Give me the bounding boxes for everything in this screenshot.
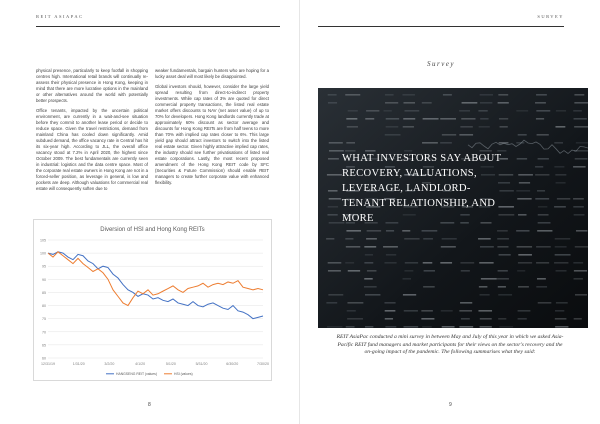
ticker-digit	[555, 246, 567, 248]
ticker-digit	[537, 134, 549, 136]
ticker-digit	[556, 110, 566, 112]
y-tick-label: 100	[40, 251, 46, 256]
ticker-digit	[518, 214, 526, 216]
ticker-digit	[536, 118, 544, 120]
ticker-digit	[461, 118, 475, 120]
ticker-digit	[538, 214, 549, 216]
ticker-digit	[479, 286, 488, 288]
ticker-digit	[364, 278, 372, 280]
ticker-digit	[518, 318, 527, 320]
ticker-digit	[385, 134, 401, 136]
ticker-digit	[386, 254, 396, 256]
section-label: Survey	[426, 60, 456, 68]
ticker-digit	[480, 326, 492, 328]
ticker-digit	[384, 302, 395, 304]
ticker-digit	[440, 142, 452, 144]
ticker-digit	[576, 142, 588, 144]
ticker-digit	[517, 270, 525, 272]
header-rule-left	[36, 26, 280, 27]
ticker-digit	[499, 118, 508, 120]
x-tick-label: 1/31/20	[72, 362, 85, 366]
ticker-digit	[367, 270, 377, 272]
series-line-1	[48, 252, 263, 319]
ticker-digit	[538, 158, 549, 160]
ticker-digit	[404, 270, 413, 272]
ticker-digit	[574, 94, 584, 96]
ticker-digit	[402, 230, 410, 232]
ticker-digit	[555, 174, 566, 176]
ticker-digit	[536, 94, 547, 96]
ticker-digit	[478, 238, 491, 240]
ticker-digit	[573, 262, 583, 264]
x-tick-label: 4/1/20	[135, 362, 146, 366]
ticker-digit	[345, 238, 353, 240]
ticker-digit	[364, 262, 373, 264]
ticker-digit	[518, 286, 529, 288]
text-column-1	[36, 68, 148, 196]
ticker-digit	[497, 246, 508, 248]
ticker-digit	[556, 302, 568, 304]
y-tick-label: 105	[40, 238, 46, 243]
ticker-digit	[366, 110, 379, 112]
ticker-digit	[554, 142, 563, 144]
ticker-digit	[557, 198, 570, 200]
ticker-digit	[346, 142, 355, 144]
ticker-digit	[498, 318, 506, 320]
ticker-digit	[480, 294, 490, 296]
ticker-digit	[440, 262, 452, 264]
right-page	[300, 0, 600, 424]
y-tick-label: 95	[42, 264, 46, 269]
ticker-digit	[327, 326, 342, 328]
ticker-digit	[327, 214, 337, 216]
ticker-digit	[518, 262, 532, 264]
ticker-digit	[536, 110, 550, 112]
ticker-digit	[403, 294, 416, 296]
ticker-digit	[535, 174, 549, 176]
ticker-digit	[574, 126, 588, 128]
ticker-digit	[326, 302, 337, 304]
ticker-digit	[460, 126, 472, 128]
y-tick-label: 75	[42, 317, 46, 322]
legend-entry: HSI (values)	[174, 372, 193, 376]
ticker-digit	[537, 230, 552, 232]
ticker-digit	[575, 246, 588, 248]
ticker-digit	[386, 126, 399, 128]
ticker-digit	[403, 118, 415, 120]
ticker-digit	[461, 318, 470, 320]
line-chart	[33, 219, 272, 381]
ticker-digit	[518, 310, 531, 312]
ticker-digit	[555, 126, 565, 128]
y-tick-label: 60	[42, 356, 46, 361]
ticker-digit	[346, 230, 361, 232]
ticker-digit	[384, 110, 392, 112]
ticker-digit	[497, 230, 508, 232]
ticker-digit	[517, 198, 531, 200]
ticker-digit	[516, 110, 528, 112]
ticker-digit	[573, 198, 584, 200]
ticker-digit	[365, 294, 380, 296]
ticker-digit	[555, 310, 564, 312]
ticker-digit	[383, 246, 398, 248]
ticker-digit	[498, 286, 506, 288]
ticker-digit	[480, 246, 494, 248]
ticker-digit	[346, 246, 360, 248]
stock-ticker-photo	[318, 88, 588, 328]
ticker-digit	[348, 110, 358, 112]
ticker-digit	[328, 94, 337, 96]
ticker-digit	[459, 134, 473, 136]
ticker-digit	[480, 318, 492, 320]
running-head-left: REIT ASIAPAC	[36, 14, 84, 19]
ticker-digit	[537, 278, 546, 280]
ticker-digit	[404, 110, 419, 112]
ticker-digit	[556, 270, 567, 272]
ticker-digit	[421, 318, 434, 320]
ticker-digit	[519, 182, 530, 184]
ticker-digit	[575, 294, 587, 296]
ticker-digit	[347, 318, 363, 320]
ticker-digit	[555, 318, 567, 320]
ticker-digit	[479, 126, 490, 128]
ticker-digit	[535, 166, 543, 168]
ticker-digit	[442, 134, 456, 136]
ticker-digit	[516, 190, 530, 192]
x-tick-label: 5/31/20	[195, 362, 208, 366]
ticker-digit	[555, 254, 571, 256]
paragraph: Office tenants, impacted by the uncertain political environment, are currently in a wait-and-see situation before they commit to another lease period or decide to reduce space. Given the travel restrictions, demand from mainland China has cooled down significantly. Amid subdued demand, the office vacancy rate in Central has hit its six-year high. According to JLL, the overall office vacancy stood at 7.2% in April 2020, the highest since October 2009. The best fundamentals are currently seen in industrial: logistics and the data centre space. Most of the corporate real estate owners in Hong Kong are not in a forced-seller position, as leverage in general, is low and pockets are deep. Although valuations for commercial real estate will consequently soften due to	[36, 107, 148, 192]
ticker-digit	[518, 254, 532, 256]
chart-canvas	[34, 220, 271, 380]
ticker-digit	[535, 102, 546, 104]
ticker-digit	[443, 94, 452, 96]
ticker-digit	[345, 94, 360, 96]
ticker-digit	[500, 126, 508, 128]
ticker-digit	[329, 198, 341, 200]
ticker-digit	[328, 262, 342, 264]
ticker-digit	[367, 230, 381, 232]
ticker-digit	[328, 190, 338, 192]
ticker-digit	[459, 326, 473, 328]
ticker-digit	[405, 262, 418, 264]
ticker-digit	[555, 238, 571, 240]
ticker-digit	[441, 246, 456, 248]
ticker-digit	[423, 262, 433, 264]
ticker-digit	[479, 262, 493, 264]
ticker-digit	[498, 94, 508, 96]
photo-headline: WHAT INVESTORS SAY ABOUT RECOVERY, VALUATIONS, LEVERAGE, LANDLORD-TENANT RELATIONSHIP, AND MORE	[342, 153, 502, 224]
x-tick-label: 7/30/20	[257, 362, 269, 366]
ticker-digit	[497, 238, 509, 240]
ticker-digit	[460, 262, 474, 264]
ticker-digit	[536, 246, 551, 248]
ticker-digit	[386, 118, 399, 120]
ticker-digit	[347, 310, 356, 312]
ticker-digit	[498, 294, 512, 296]
ticker-digit	[573, 166, 586, 168]
ticker-digit	[328, 102, 337, 104]
ticker-digit	[403, 278, 411, 280]
ticker-digit	[422, 326, 432, 328]
ticker-digit	[460, 302, 472, 304]
ticker-digit	[422, 230, 438, 232]
ticker-digit	[422, 142, 438, 144]
ticker-digit	[364, 246, 376, 248]
ticker-digit	[345, 262, 354, 264]
ticker-digit	[385, 310, 396, 312]
ticker-digit	[481, 278, 497, 280]
ticker-digit	[365, 254, 373, 256]
x-tick-label: 12/31/19	[41, 362, 55, 366]
ticker-digit	[328, 158, 339, 160]
ticker-digit	[459, 310, 472, 312]
x-tick-label: 3/2/20	[104, 362, 115, 366]
page-number-right: 9	[449, 402, 452, 408]
ticker-digit	[441, 310, 453, 312]
ticker-digit	[574, 214, 585, 216]
page-number-left: 8	[148, 402, 151, 408]
ticker-digit	[498, 270, 508, 272]
ticker-digit	[573, 110, 582, 112]
ticker-digit	[347, 302, 363, 304]
ticker-digit	[517, 158, 527, 160]
paragraph: physical presence, particularly to keep footfall in shopping centres high. International retail brands will continually re-assess their physical presence in Hong Kong, keeping in mind that there are more lucrative options in the mainland or other alternatives around the world with potentially better prospects.	[36, 68, 148, 104]
ticker-digit	[480, 118, 488, 120]
ticker-digit	[518, 174, 533, 176]
ticker-digit	[537, 190, 545, 192]
ticker-digit	[480, 94, 493, 96]
survey-intro: REIT AsiaPac conducted a mini survey in between May and July of this year in which we asked Asia-Pacific REIT fund managers and market participants for their views on the sector's recovery and the on-going impact of the pandemic. The following summarises what they said:	[336, 334, 564, 356]
y-tick-label: 80	[42, 304, 46, 309]
ticker-digit	[346, 326, 355, 328]
ticker-digit	[421, 310, 433, 312]
ticker-digit	[574, 278, 583, 280]
ticker-digit	[499, 254, 511, 256]
y-tick-label: 85	[42, 290, 46, 295]
ticker-digit	[554, 206, 566, 208]
running-head-right: SURVEY	[537, 14, 564, 19]
series-line-2	[48, 252, 263, 306]
ticker-digit	[478, 310, 492, 312]
x-tick-label: 5/1/20	[165, 362, 176, 366]
ticker-digit	[517, 246, 532, 248]
y-tick-label: 70	[42, 330, 46, 335]
ticker-digit	[576, 230, 587, 232]
ticker-digit	[574, 270, 587, 272]
ticker-digit	[346, 118, 357, 120]
ticker-digit	[516, 230, 529, 232]
ticker-digit	[478, 110, 487, 112]
ticker-digit	[554, 262, 568, 264]
ticker-digit	[365, 326, 373, 328]
ticker-digit	[555, 326, 568, 328]
ticker-digit	[423, 238, 433, 240]
ticker-digit	[424, 270, 435, 272]
ticker-digit	[423, 118, 439, 120]
ticker-digit	[404, 238, 419, 240]
ticker-digit	[385, 102, 398, 104]
ticker-digit	[518, 134, 527, 136]
ticker-digit	[440, 118, 456, 120]
ticker-digit	[461, 270, 470, 272]
ticker-digit	[459, 110, 470, 112]
ticker-digit	[556, 182, 566, 184]
ticker-digit	[404, 310, 418, 312]
ticker-digit	[499, 326, 513, 328]
ticker-digit	[442, 326, 455, 328]
y-tick-label: 90	[42, 277, 46, 282]
ticker-digit	[442, 238, 457, 240]
ticker-digit	[385, 326, 396, 328]
ticker-digit	[385, 318, 393, 320]
ticker-digit	[328, 294, 343, 296]
x-tick-label: 6/30/20	[226, 362, 239, 366]
ticker-digit	[327, 174, 342, 176]
ticker-digit	[554, 166, 564, 168]
ticker-digit	[328, 206, 338, 208]
ticker-digit	[402, 94, 414, 96]
ticker-digit	[423, 286, 435, 288]
ticker-digit	[535, 198, 549, 200]
ticker-digit	[536, 262, 549, 264]
ticker-digit	[366, 238, 377, 240]
ticker-digit	[574, 102, 588, 104]
ticker-digit	[538, 222, 551, 224]
ticker-digit	[328, 270, 341, 272]
ticker-digit	[404, 326, 419, 328]
ticker-digit	[538, 302, 552, 304]
ticker-digit	[497, 278, 509, 280]
ticker-digit	[384, 262, 396, 264]
paragraph: Global investors should, however, consider the large yield spread resulting from direct-to-indirect property investments. While cap rates of 3% are quoted for direct commercial property transactions, the listed real estate market offers discounts to NAV (net asset value) of up to 70% for developers. Hong Kong landlords currently trade at approximately 60% discount as sector average and discounts for Hong Kong REITs are from half teens to more than 70% with implied cap rates closer to 6%. This large yield gap should attract investors to switch into the listed real estate sector. Given highly attractive implied cap rates, the industry should see further privatisations of listed real estate corporations. Lastly, the most recent proposed amendment of the Hong Kong REIT code by SFC (Securities & Future Commission) should enable REIT managers to create further corporate value with enhanced flexibility.	[155, 83, 269, 186]
ticker-digit	[462, 102, 478, 104]
ticker-digit	[403, 126, 414, 128]
ticker-digit	[348, 270, 360, 272]
ticker-digit	[364, 286, 377, 288]
ticker-digit	[480, 102, 492, 104]
ticker-digit	[574, 118, 587, 120]
ticker-digit	[574, 318, 582, 320]
legend-entry: HANGSENG REIT (values)	[116, 372, 158, 376]
ticker-digit	[326, 238, 334, 240]
ticker-digit	[573, 206, 584, 208]
ticker-digit	[403, 102, 415, 104]
header-rule-right	[318, 26, 564, 27]
ticker-digit	[365, 118, 374, 120]
ticker-digit	[385, 94, 394, 96]
ticker-digit	[386, 230, 394, 232]
ticker-digit	[498, 102, 509, 104]
ticker-digit	[575, 158, 588, 160]
ticker-digit	[347, 126, 358, 128]
ticker-digit	[536, 286, 547, 288]
paragraph: weaker fundamentals, bargain hunters who are hoping for a lucky asset deal will most likely be disappointed.	[155, 68, 269, 80]
ticker-digit	[538, 206, 547, 208]
y-tick-label: 65	[42, 343, 46, 348]
ticker-digit	[422, 102, 432, 104]
ticker-digit	[329, 142, 343, 144]
text-column-2	[155, 68, 269, 190]
chart-title: Diversion of HSI and Hong Kong REITs	[100, 227, 205, 233]
